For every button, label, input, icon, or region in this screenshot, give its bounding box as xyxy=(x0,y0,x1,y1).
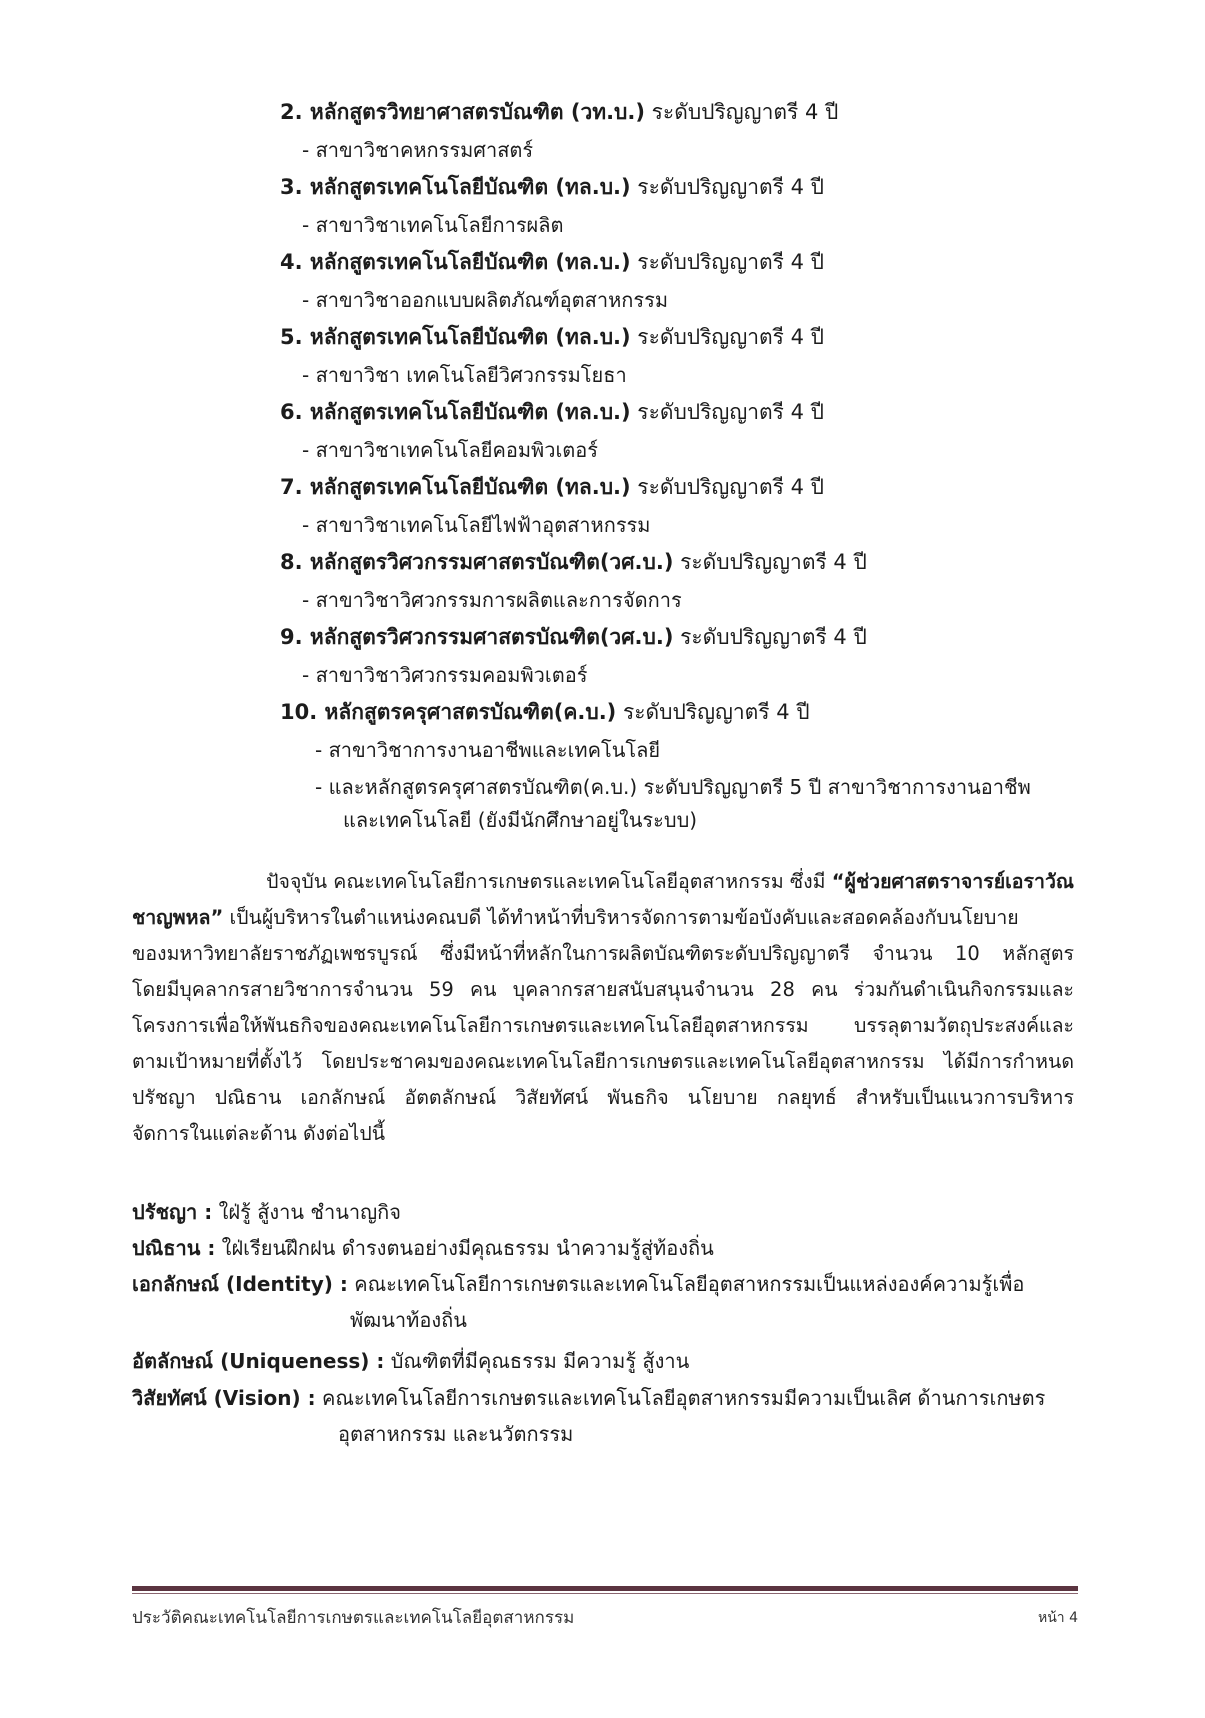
program-8: 8. หลักสูตรวิศวกรรมศาสตรบัณฑิต(วศ.บ.) ระดับปริญญาตรี 4 ปี xyxy=(280,550,867,574)
paragraph-line-6: ตามเป้าหมายที่ตั้งไว้ โดยประชาคมของคณะเทคโนโลยีการเกษตรและเทคโนโลยีอุตสาหกรรม ได้มีการกำหนด xyxy=(132,1050,1074,1073)
paragraph-line-1: ปัจจุบัน คณะเทคโนโลยีการเกษตรและเทคโนโลยีอุตสาหกรรม ซึ่งมี “ผู้ช่วยศาสตราจารย์เอราวัณ xyxy=(266,870,1074,893)
program-2-major: - สาขาวิชาคหกรรมศาสตร์ xyxy=(302,138,534,162)
vision-continued: อุตสาหกรรม และนวัตกรรม xyxy=(338,1422,574,1446)
program-10-extra-line1: - และหลักสูตรครุศาสตรบัณฑิต(ค.บ.) ระดับปริญญาตรี 5 ปี สาขาวิชาการงานอาชีพ xyxy=(315,775,1031,799)
page-number: หน้า 4 xyxy=(1037,1610,1078,1626)
footer-rule-thin xyxy=(132,1593,1078,1594)
program-6: 6. หลักสูตรเทคโนโลยีบัณฑิต (ทล.บ.) ระดับปริญญาตรี 4 ปี xyxy=(280,400,824,424)
paragraph-line-5: โครงการเพื่อให้พันธกิจของคณะเทคโนโลยีการเกษตรและเทคโนโลยีอุตสาหกรรม บรรลุตามวัตถุประสงค์และ xyxy=(132,1014,1074,1037)
program-10: 10. หลักสูตรครุศาสตรบัณฑิต(ค.บ.) ระดับปริญญาตรี 4 ปี xyxy=(280,700,810,724)
paragraph-line-2: ชาญพหล” เป็นผู้บริหารในตำแหน่งคณบดี ได้ทำหน้าที่บริหารจัดการตามข้อบังคับและสอดคล้องกับนโยบาย xyxy=(132,906,1019,929)
program-6-major: - สาขาวิชาเทคโนโลยีคอมพิวเตอร์ xyxy=(302,438,599,462)
program-3: 3. หลักสูตรเทคโนโลยีบัณฑิต (ทล.บ.) ระดับปริญญาตรี 4 ปี xyxy=(280,175,824,199)
program-5-major: - สาขาวิชา เทคโนโลยีวิศวกรรมโยธา xyxy=(302,363,627,387)
footer-rule xyxy=(132,1586,1078,1591)
program-8-major: - สาขาวิชาวิศวกรรมการผลิตและการจัดการ xyxy=(302,588,682,612)
program-2: 2. หลักสูตรวิทยาศาสตรบัณฑิต (วท.บ.) ระดับปริญญาตรี 4 ปี xyxy=(280,100,839,124)
paragraph-line-3: ของมหาวิทยาลัยราชภัฏเพชรบูรณ์ ซึ่งมีหน้าที่หลักในการผลิตบัณฑิตระดับปริญญาตรี จำนวน 10 หลักสูตร xyxy=(132,942,1074,965)
program-9-major: - สาขาวิชาวิศวกรรมคอมพิวเตอร์ xyxy=(302,663,588,687)
program-10-major: - สาขาวิชาการงานอาชีพและเทคโนโลยี xyxy=(315,738,661,762)
program-9: 9. หลักสูตรวิศวกรรมศาสตรบัณฑิต(วศ.บ.) ระดับปริญญาตรี 4 ปี xyxy=(280,625,867,649)
identity: เอกลักษณ์ (Identity) : คณะเทคโนโลยีการเกษตรและเทคโนโลยีอุตสาหกรรมเป็นแหล่งองค์ความรู้เพื่อ xyxy=(132,1272,1025,1296)
paragraph-line-4: โดยมีบุคลากรสายวิชาการจำนวน 59 คน บุคลากรสายสนับสนุนจำนวน 28 คน ร่วมกันดำเนินกิจกรรมและ xyxy=(132,978,1074,1001)
paragraph-line-7: ปรัชญา ปณิธาน เอกลักษณ์ อัตตลักษณ์ วิสัยทัศน์ พันธกิจ นโยบาย กลยุทธ์ สำหรับเป็นแนวการบริหาร xyxy=(132,1086,1074,1109)
program-5: 5. หลักสูตรเทคโนโลยีบัณฑิต (ทล.บ.) ระดับปริญญาตรี 4 ปี xyxy=(280,325,824,349)
program-4-major: - สาขาวิชาออกแบบผลิตภัณฑ์อุตสาหกรรม xyxy=(302,288,669,312)
vision: วิสัยทัศน์ (Vision) : คณะเทคโนโลยีการเกษตรและเทคโนโลยีอุตสาหกรรมมีความเป็นเลิศ ด้านการเกษตร xyxy=(132,1386,1046,1410)
identity-continued: พัฒนาท้องถิ่น xyxy=(350,1308,467,1332)
program-10-extra-line2: และเทคโนโลยี (ยังมีนักศึกษาอยู่ในระบบ) xyxy=(343,808,698,832)
uniqueness: อัตลักษณ์ (Uniqueness) : บัณฑิตที่มีคุณธรรม มีความรู้ สู้งาน xyxy=(132,1349,690,1373)
program-7: 7. หลักสูตรเทคโนโลยีบัณฑิต (ทล.บ.) ระดับปริญญาตรี 4 ปี xyxy=(280,475,824,499)
determination: ปณิธาน : ใฝ่เรียนฝึกฝน ดำรงตนอย่างมีคุณธรรม นำความรู้สู่ท้องถิ่น xyxy=(132,1236,714,1260)
philosophy: ปรัชญา : ใฝ่รู้ สู้งาน ชำนาญกิจ xyxy=(132,1200,401,1224)
paragraph-line-8: จัดการในแต่ละด้าน ดังต่อไปนี้ xyxy=(132,1122,386,1145)
footer-title: ประวัติคณะเทคโนโลยีการเกษตรและเทคโนโลยีอุตสาหกรรม xyxy=(132,1608,575,1628)
program-3-major: - สาขาวิชาเทคโนโลยีการผลิต xyxy=(302,213,564,237)
program-7-major: - สาขาวิชาเทคโนโลยีไฟฟ้าอุตสาหกรรม xyxy=(302,513,651,537)
program-4: 4. หลักสูตรเทคโนโลยีบัณฑิต (ทล.บ.) ระดับปริญญาตรี 4 ปี xyxy=(280,250,824,274)
